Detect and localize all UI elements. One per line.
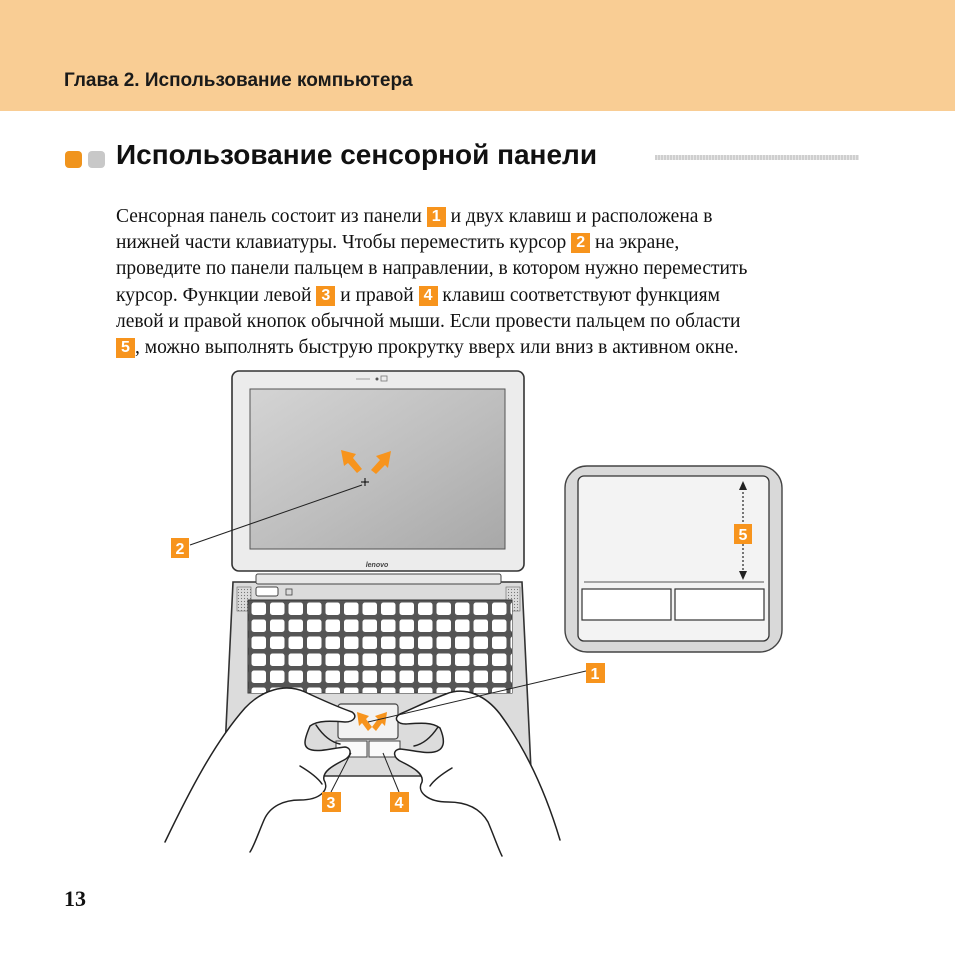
para-text: и правой <box>340 284 414 306</box>
para-text: нижней части клавиатуры. Чтобы переместить курсор <box>116 232 567 254</box>
para-text: на экране, <box>595 232 680 254</box>
callout-badge-1: 1 <box>427 207 446 227</box>
para-text: курсор. Функции левой <box>116 284 312 306</box>
callout-badge-2: 2 <box>571 233 590 253</box>
figure-callout-1: 1 <box>590 666 600 683</box>
lenovo-logo: lenovo <box>365 562 389 569</box>
callout-badge-3: 3 <box>316 286 335 306</box>
para-text: и двух клавиш и расположена в <box>450 206 713 227</box>
touchpad-zoom-inset <box>565 466 782 652</box>
page-number: 13 <box>64 886 86 911</box>
webcam-icon <box>376 378 379 381</box>
inset-right-button <box>675 589 764 620</box>
para-text: клавиш соответствуют функциям <box>442 284 720 306</box>
callout-badge-4: 4 <box>419 286 438 306</box>
inset-callout-5: 5 <box>738 527 748 544</box>
inset-left-button <box>582 589 671 620</box>
power-button-icon <box>256 587 278 596</box>
figure-callout-2: 2 <box>175 541 185 558</box>
chapter-title: Глава 2. Использование компьютера <box>64 70 413 91</box>
para-line-5: левой и правой кнопок обычной мыши. Если провести пальцем по области <box>116 310 741 332</box>
figure-callout-4: 4 <box>394 795 404 812</box>
section-title: Использование сенсорной панели <box>116 139 598 170</box>
figure-callout-3: 3 <box>326 795 336 812</box>
para-text: Сенсорная панель состоит из панели <box>116 206 422 227</box>
callout-badge-5: 5 <box>116 338 135 358</box>
para-text: , можно выполнять быструю прокрутку вверх или вниз в активном окне. <box>135 337 739 359</box>
para-line-3: проведите по панели пальцем в направлении, в котором нужно переместить <box>116 258 748 280</box>
